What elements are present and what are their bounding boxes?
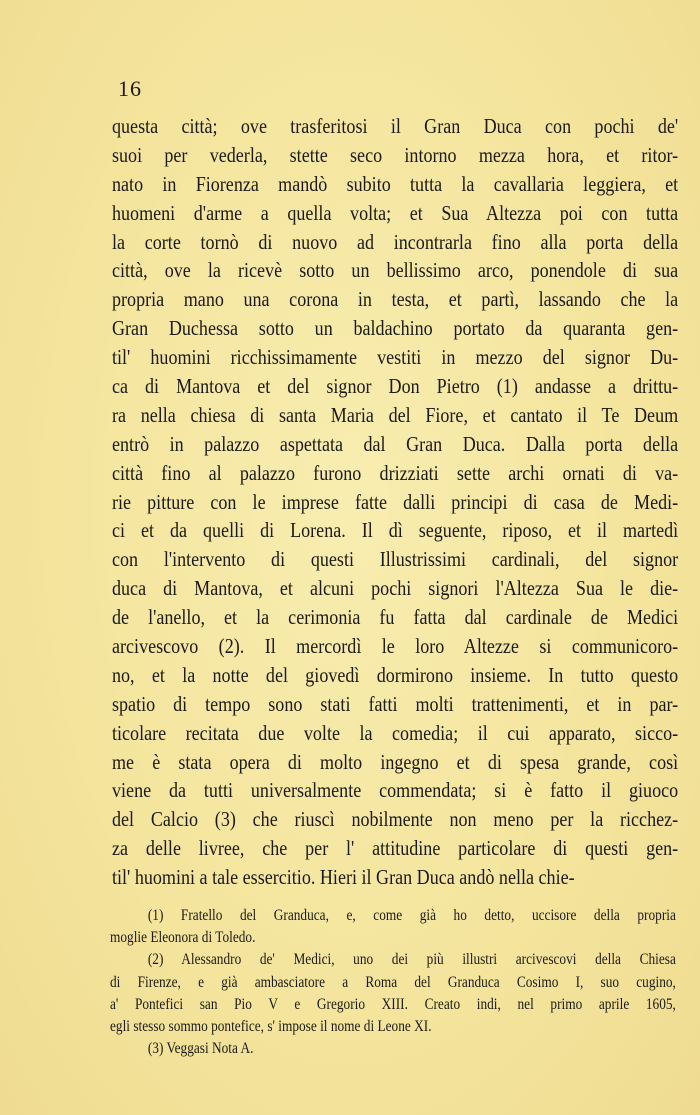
body-line: ra nella chiesa di santa Maria del Fiore, et cantato il Te Deum (112, 402, 679, 427)
body-line: Gran Duchessa sotto un baldachino portato da quaranta gen- (112, 316, 679, 341)
body-line: de l'anello, et la cerimonia fu fatta dal cardinale de Medici (112, 605, 679, 630)
body-line: spatio di tempo sono stati fatti molti trattenimenti, et in par- (112, 691, 679, 716)
body-line: me è stata opera di molto ingegno et di spesa grande, così (112, 749, 679, 774)
body-line: con l'intervento di questi Illustrissimi cardinali, del signor (112, 547, 679, 572)
body-line: rie pitture con le imprese fatte dalli principi di casa de Medi- (112, 489, 679, 514)
body-line: città fino al palazzo furono drizziati sette archi ornati di va- (112, 460, 679, 485)
footnote-line: moglie Eleonora di Toledo. (110, 929, 256, 947)
footnote-line: (3) Veggasi Nota A. (147, 1040, 254, 1058)
footnote-line: (1) Fratello del Granduca, e, come già ho detto, uccisore della propria (147, 907, 676, 924)
footnote-line: di Firenze, e già ambasciatore a Roma del Granduca Cosimo I, suo cugino, (110, 973, 676, 991)
footnote-line: egli stesso sommo pontefice, s' impose il nome di Leone XI. (110, 1017, 432, 1035)
body-line: ticolare recitata due volte la comedia; il cui apparato, sicco- (112, 720, 679, 745)
body-line: questa città; ove trasferitosi il Gran Duca con pochi de' (112, 114, 679, 138)
body-line: no, et la notte del giovedì dormirono insieme. In tutto questo (112, 662, 679, 687)
body-text (112, 112, 678, 892)
body-line: suoi per vederla, stette seco intorno mezza hora, et ritor- (112, 142, 679, 167)
body-line: huomeni d'arme a quella volta; et Sua Altezza poi con tutta (112, 200, 679, 225)
body-line: città, ove la ricevè sotto un bellissimo arco, ponendole di sua (112, 258, 679, 283)
body-line: til' huomini ricchissimamente vestiti in mezzo del signor Du- (112, 345, 679, 370)
body-line: ca di Mantova et del signor Don Pietro (1) andasse a drittu- (112, 374, 679, 399)
body-line: propria mano una corona in testa, et partì, lassando che la (112, 287, 679, 312)
body-line: la corte tornò di nuovo ad incontrarla fino alla porta della (112, 229, 679, 254)
body-line: nato in Fiorenza mandò subito tutta la cavallaria leggiera, et (112, 171, 679, 196)
body-line: del Calcio (3) che riuscì nobilmente non meno per la ricchez- (112, 807, 679, 832)
body-line: duca di Mantova, et alcuni pochi signori l'Altezza Sua le die- (112, 576, 679, 601)
body-line: til' huomini a tale essercitio. Hieri il Gran Duca andò nella chie- (112, 865, 575, 890)
body-line: viene da tutti universalmente commendata; si è fatto il giuoco (112, 778, 679, 803)
body-line: za delle livree, che per l' attitudine particolare di questi gen- (112, 836, 679, 861)
body-line: arcivescovo (2). Il mercordì le loro Altezze si communicoro- (112, 634, 679, 659)
footnote-line: a' Pontefici san Pio V e Gregorio XIII. Creato indi, nel primo aprile 1605, (110, 995, 676, 1013)
footnote-line: (2) Alessandro de' Medici, uno dei più illustri arcivescovi della Chiesa (147, 951, 676, 969)
footnotes (110, 905, 676, 1060)
page-number: 16 (118, 76, 142, 101)
body-line: ci et da quelli di Lorena. Il dì seguente, riposo, et il martedì (112, 518, 679, 543)
body-line: entrò in palazzo aspettata dal Gran Duca. Dalla porta della (112, 431, 679, 456)
